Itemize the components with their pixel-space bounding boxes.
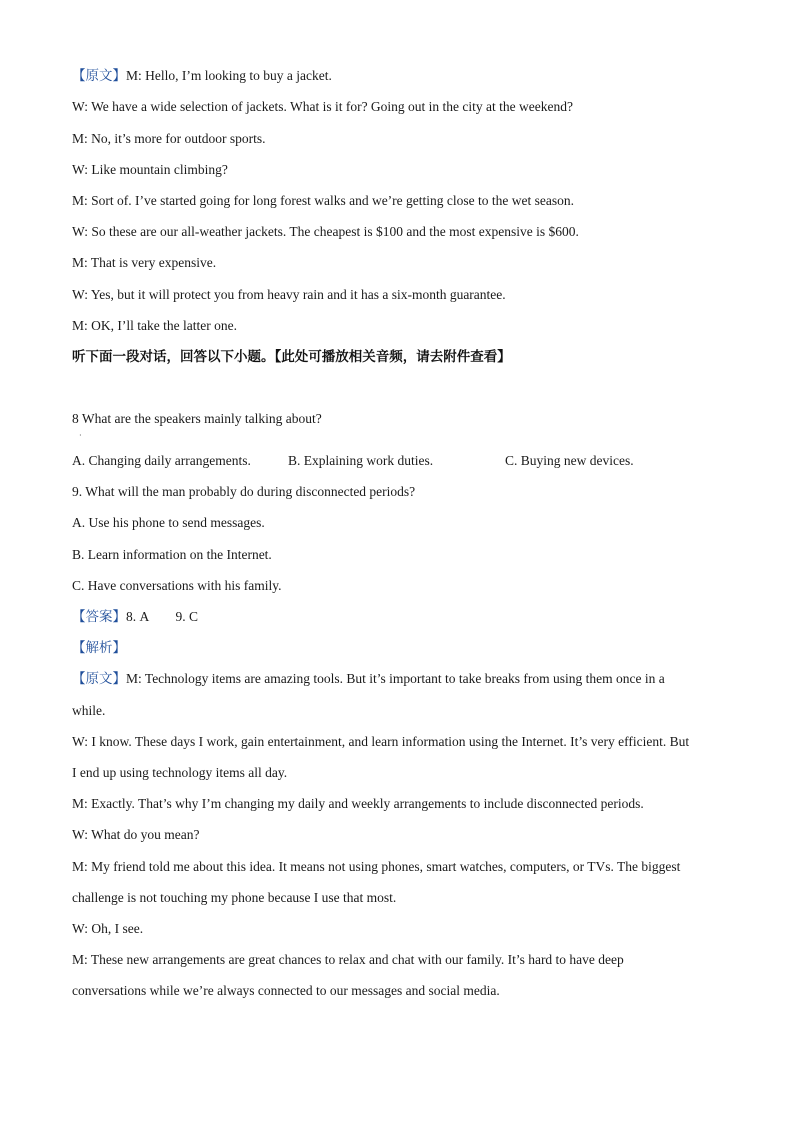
listening-instruction: 听下面一段对话，回答以下小题。【此处可播放相关音频，请去附件查看】	[72, 349, 511, 365]
question-9: 9. What will the man probably do during disconnected periods?	[72, 484, 416, 499]
passage1-line-7: M: That is very expensive.	[72, 255, 217, 270]
passage2-line-1: 【原文】M: Technology items are amazing tools. But it’s important to take breaks from using them once in a	[72, 671, 665, 687]
q9-option-a: A. Use his phone to send messages.	[72, 515, 265, 530]
passage1-line-1: 【原文】M: Hello, I’m looking to buy a jacket.	[72, 68, 332, 84]
passage2-line-10: M: These new arrangements are great chances to relax and chat with our family. It’s hard to have deep	[72, 952, 624, 967]
q8-option-b: B. Explaining work duties.	[288, 453, 434, 468]
question-8-mark: ·	[79, 431, 82, 440]
passage2-line-6: W: What do you mean?	[72, 827, 200, 842]
passage2-line-3: W: I know. These days I work, gain entertainment, and learn information using the Internet. It’s very efficient. But	[72, 734, 690, 749]
question-8: 8 What are the speakers mainly talking about?	[72, 411, 322, 426]
passage2-line-9: W: Oh, I see.	[72, 921, 144, 936]
passage1-line-3: M: No, it’s more for outdoor sports.	[72, 131, 266, 146]
answer-text: 8. A 9. C	[126, 609, 199, 624]
passage2-line-8: challenge is not touching my phone because I use that most.	[72, 890, 397, 905]
passage2-line-5: M: Exactly. That’s why I’m changing my daily and weekly arrangements to include disconnected periods.	[72, 796, 644, 811]
passage2-line-2: while.	[72, 703, 106, 718]
passage2-line-4: I end up using technology items all day.	[72, 765, 288, 780]
analysis-label: 【解析】	[72, 640, 126, 656]
passage1-line-6: W: So these are our all-weather jackets. The cheapest is $100 and the most expensive is $600.	[72, 224, 579, 239]
q9-option-b: B. Learn information on the Internet.	[72, 547, 272, 562]
passage2-line-11: conversations while we’re always connected to our messages and social media.	[72, 983, 500, 998]
passage2-line-7: M: My friend told me about this idea. It means not using phones, smart watches, computers, or TVs. The biggest	[72, 859, 681, 874]
q8-option-c: C. Buying new devices.	[505, 453, 634, 468]
q9-option-c: C. Have conversations with his family.	[72, 578, 282, 593]
transcript-label: 【原文】	[72, 68, 126, 84]
passage1-line-2: W: We have a wide selection of jackets. What is it for? Going out in the city at the weekend?	[72, 99, 573, 114]
passage1-line-9: M: OK, I’ll take the latter one.	[72, 318, 237, 333]
q8-option-a: A. Changing daily arrangements.	[72, 453, 251, 468]
answer-line	[72, 608, 198, 626]
passage1-line-5: M: Sort of. I’ve started going for long forest walks and we’re getting close to the wet season.	[72, 193, 574, 208]
passage1-line-4: W: Like mountain climbing?	[72, 162, 228, 177]
transcript-label: 【原文】	[72, 671, 126, 687]
passage1-line-8: W: Yes, but it will protect you from heavy rain and it has a six-month guarantee.	[72, 287, 506, 302]
answer-label: 【答案】	[72, 609, 126, 625]
